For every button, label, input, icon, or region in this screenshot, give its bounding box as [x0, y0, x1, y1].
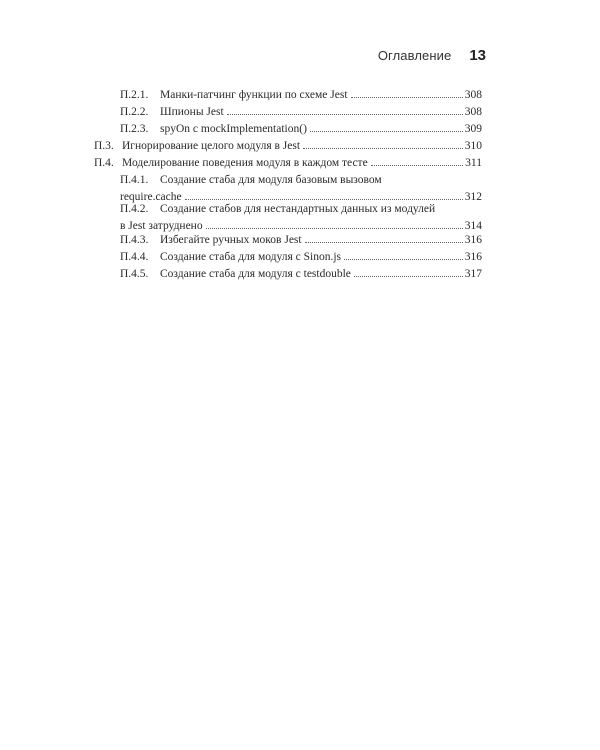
toc-entry-page: 312 — [464, 190, 482, 203]
toc-entry-number: П.4.3. — [120, 234, 149, 246]
toc-entry — [120, 121, 482, 138]
toc-entry-page: 310 — [464, 140, 482, 152]
toc-entry-title: Игнорирование целого модуля в Jest — [122, 140, 301, 152]
toc-entry-page: 316 — [464, 251, 482, 263]
toc-entry-title-continuation: require.cache — [120, 190, 182, 203]
toc-entry-title: Создание стаба для модуля с testdouble — [160, 268, 351, 280]
toc-entry-page: 308 — [464, 106, 482, 118]
header-title: Оглавление — [377, 48, 452, 63]
toc-entry-number: П.2.1. — [120, 89, 149, 101]
toc-entry-title: Моделирование поведения модуля в каждом тесте — [122, 157, 368, 169]
dot-leader — [303, 148, 463, 149]
toc-entry-title: Избегайте ручных моков Jest — [160, 234, 302, 246]
toc-entry-title-continuation: в Jest затруднено — [120, 219, 203, 232]
toc-entry-number: П.3. — [94, 140, 114, 152]
toc-entry — [120, 249, 482, 266]
toc-entry — [120, 266, 482, 283]
toc-entry-title: Создание стабов для нестандартных данных из модулей — [160, 203, 436, 215]
toc-entry-page: 317 — [464, 268, 482, 280]
dot-leader — [351, 97, 463, 98]
toc-entry-page: 314 — [464, 219, 482, 232]
running-header — [378, 47, 486, 64]
dot-leader — [310, 131, 463, 132]
toc-entry-number: П.4.5. — [120, 268, 149, 280]
toc-entry-title: spyOn с mockImplementation() — [160, 123, 307, 135]
toc-entry-number: П.4. — [94, 157, 114, 169]
dot-leader — [344, 259, 463, 260]
toc-entry-page: 308 — [464, 89, 482, 101]
toc-entry-page: 309 — [464, 123, 482, 135]
toc-entry-number: П.4.2. — [120, 203, 149, 215]
toc-entry-title: Шпионы Jest — [160, 106, 224, 118]
toc-entry-number: П.4.4. — [120, 251, 149, 263]
toc-entry-title: Создание стаба для модуля с Sinon.js — [160, 251, 342, 263]
dot-leader — [371, 165, 463, 166]
dot-leader — [185, 199, 463, 200]
toc-entry — [120, 104, 482, 121]
toc-entry-page: 316 — [464, 234, 482, 246]
toc-entry-page: 311 — [465, 157, 482, 169]
toc-entry — [120, 201, 482, 234]
toc-entry — [94, 138, 482, 155]
toc-entry-number: П.2.3. — [120, 123, 149, 135]
toc-entry — [120, 232, 482, 249]
toc-entry-title: Создание стаба для модуля базовым вызовом — [160, 174, 382, 186]
dot-leader — [305, 242, 463, 243]
toc-entry — [120, 87, 482, 104]
header-page-number: 13 — [469, 47, 486, 64]
toc-entry-title: Манки-патчинг функции по схеме Jest — [160, 89, 348, 101]
dot-leader — [227, 114, 463, 115]
toc-entry — [94, 155, 482, 172]
dot-leader — [206, 228, 463, 229]
dot-leader — [354, 276, 463, 277]
toc-entry-number: П.2.2. — [120, 106, 149, 118]
toc-entry-number: П.4.1. — [120, 174, 149, 186]
